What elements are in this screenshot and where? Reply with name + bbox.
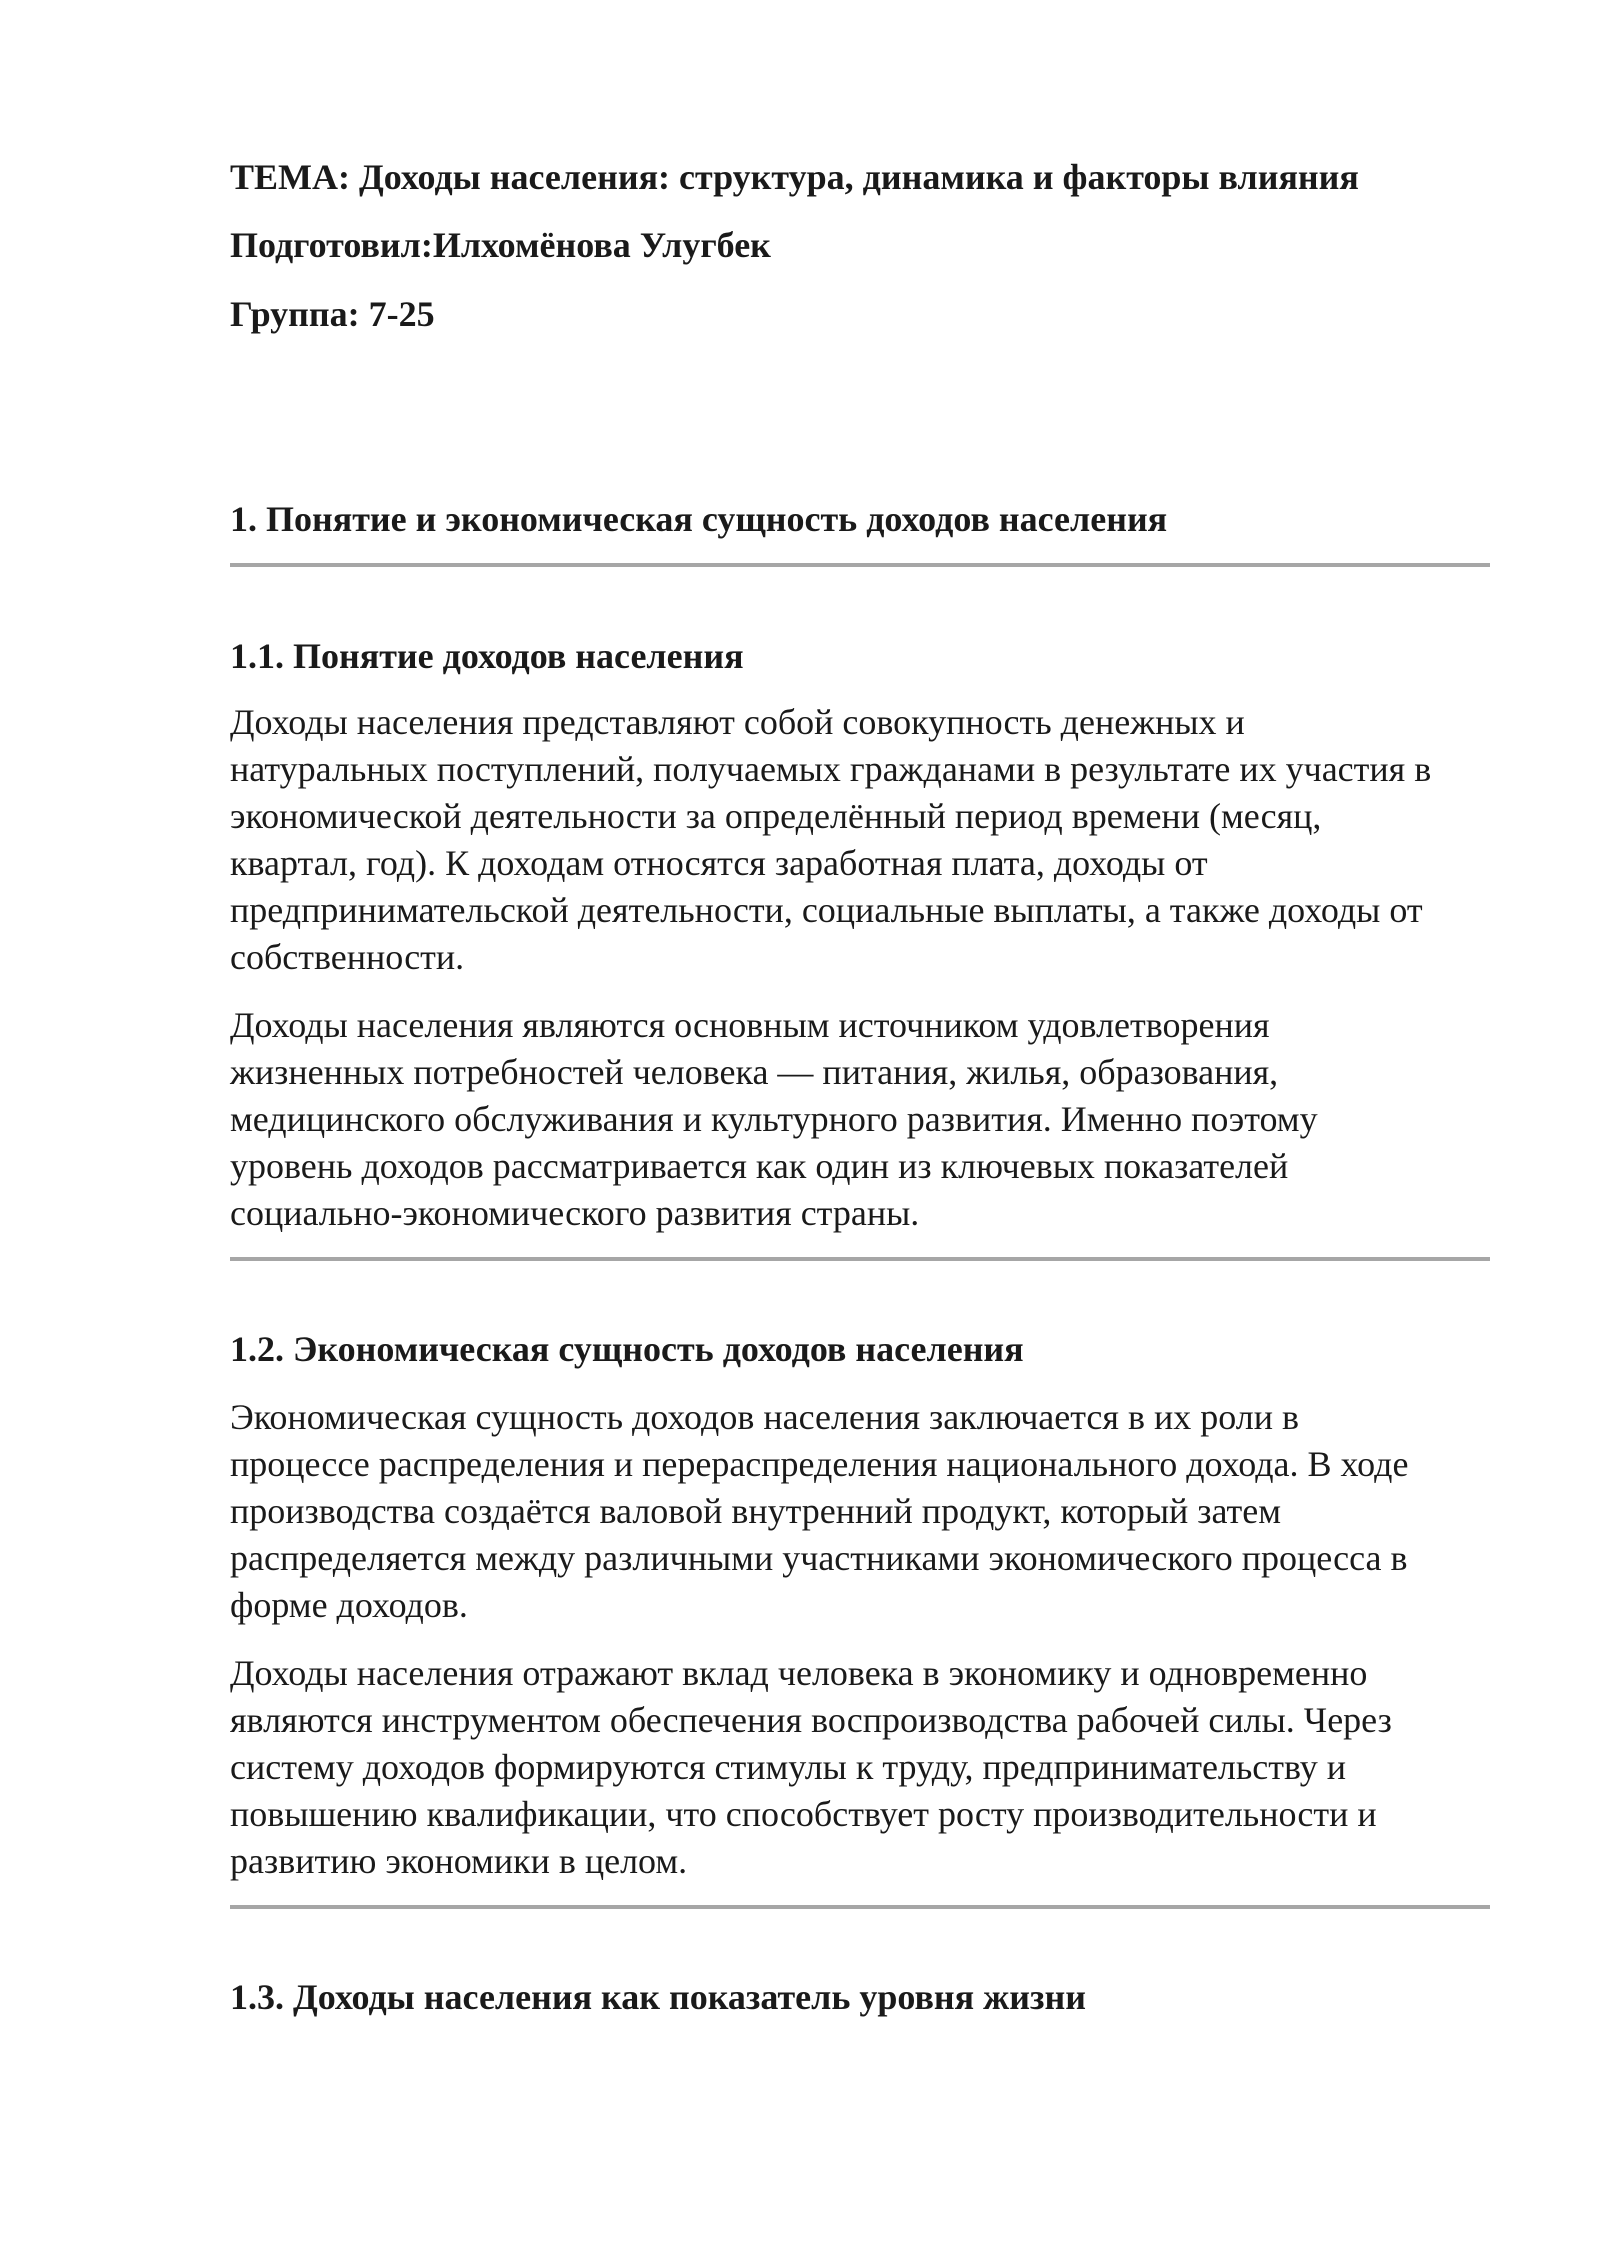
- section-divider: [230, 1257, 1490, 1261]
- text-line: собственности.: [230, 937, 465, 977]
- paragraph-1-2-a: [230, 1394, 1490, 1629]
- text-line: уровень доходов рассматривается как один из ключевых показателей: [230, 1146, 1289, 1186]
- section-divider: [230, 563, 1490, 567]
- text-line: Доходы населения отражают вклад человека в экономику и одновременно: [230, 1653, 1368, 1693]
- text-line: Экономическая сущность доходов населения заключается в их роли в: [230, 1397, 1299, 1437]
- subsection-1-1-title: 1.1. Понятие доходов населения: [230, 636, 744, 676]
- subsection-1-3-title: 1.3. Доходы населения как показатель уровня жизни: [230, 1977, 1086, 2017]
- group-line: Группа: 7-25: [230, 294, 435, 334]
- text-line: развитию экономики в целом.: [230, 1841, 688, 1881]
- subsection-1-2-title: 1.2. Экономическая сущность доходов населения: [230, 1329, 1024, 1369]
- text-line: процессе распределения и перераспределения национального дохода. В ходе: [230, 1444, 1409, 1484]
- text-line: являются инструментом обеспечения воспроизводства рабочей силы. Через: [230, 1700, 1392, 1740]
- section-1-title: 1. Понятие и экономическая сущность доходов населения: [230, 499, 1168, 539]
- text-line: медицинского обслуживания и культурного развития. Именно поэтому: [230, 1099, 1318, 1139]
- text-line: форме доходов.: [230, 1585, 468, 1625]
- author-line: Подготовил:Илхомёнова Улугбек: [230, 225, 771, 265]
- text-line: квартал, год). К доходам относятся заработная плата, доходы от: [230, 843, 1208, 883]
- text-line: Доходы населения представляют собой совокупность денежных и: [230, 702, 1245, 742]
- topic-line: ТЕМА: Доходы населения: структура, динамика и факторы влияния: [230, 157, 1359, 197]
- text-line: экономической деятельности за определённый период времени (месяц,: [230, 796, 1322, 836]
- section-divider: [230, 1905, 1490, 1909]
- paragraph-1-2-b: [230, 1650, 1490, 1885]
- text-line: натуральных поступлений, получаемых гражданами в результате их участия в: [230, 749, 1432, 789]
- text-line: предпринимательской деятельности, социальные выплаты, а также доходы от: [230, 890, 1423, 930]
- text-line: жизненных потребностей человека — питания, жилья, образования,: [230, 1052, 1279, 1092]
- text-line: производства создаётся валовой внутренний продукт, который затем: [230, 1491, 1282, 1531]
- paragraph-1-1-b: [230, 1002, 1490, 1237]
- text-line: Доходы населения являются основным источником удовлетворения: [230, 1005, 1270, 1045]
- text-line: социально-экономического развития страны.: [230, 1193, 920, 1233]
- text-line: систему доходов формируются стимулы к труду, предпринимательству и: [230, 1747, 1347, 1787]
- paragraph-1-1-a: [230, 699, 1490, 981]
- text-line: повышению квалификации, что способствует росту производительности и: [230, 1794, 1377, 1834]
- text-line: распределяется между различными участниками экономического процесса в: [230, 1538, 1408, 1578]
